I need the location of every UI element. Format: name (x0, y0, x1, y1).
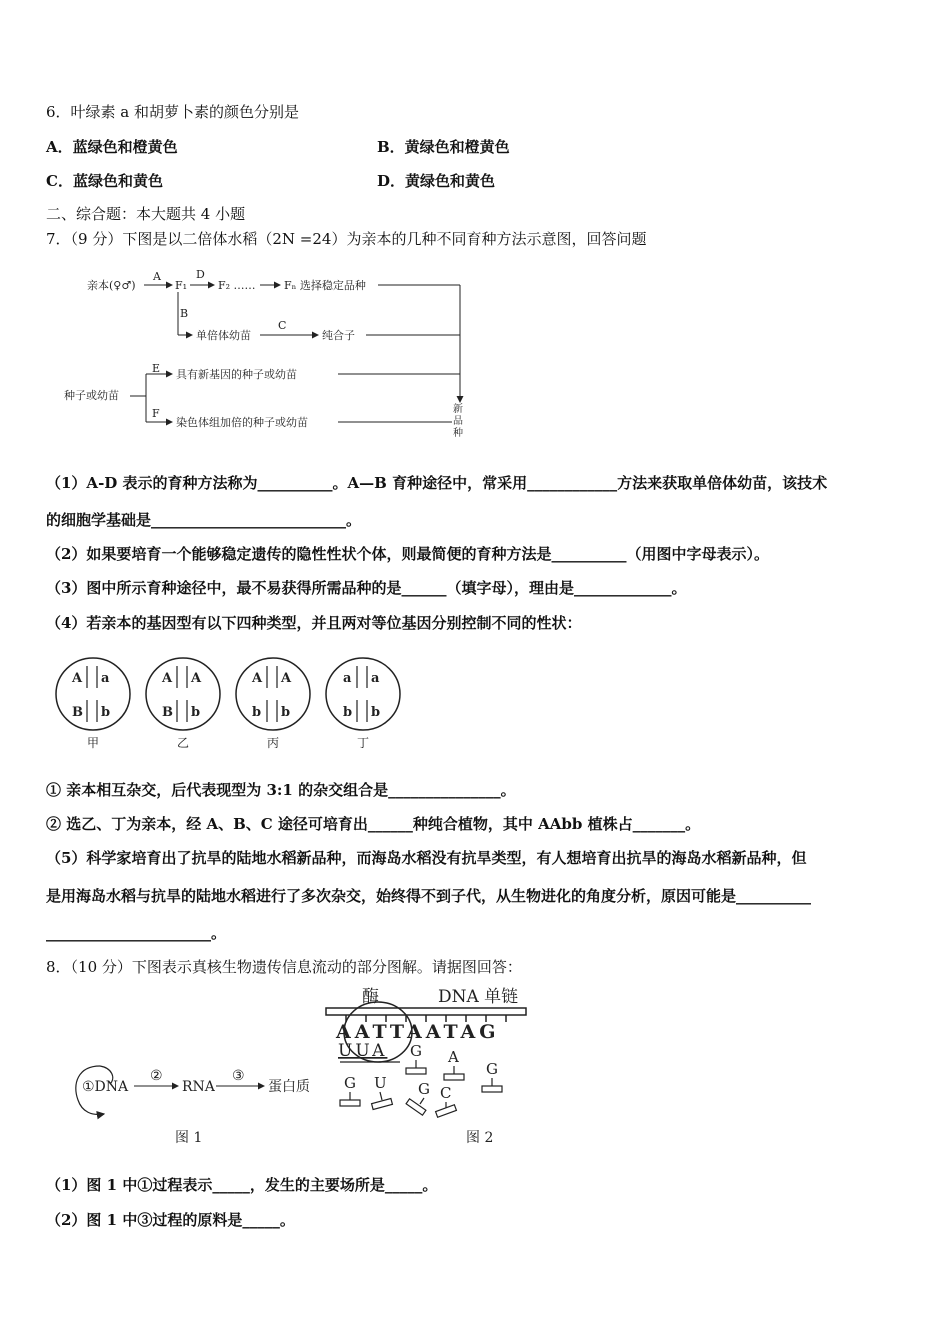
section-title: 二、综合题：本大题共 4 小题 (46, 205, 246, 223)
fig1-rna: RNA (182, 1079, 215, 1095)
fig2-strand: DNA 单链 (438, 987, 519, 1007)
fig2-free-g3: G (344, 1074, 356, 1092)
fig2-free-g4: G (418, 1080, 430, 1098)
cell-ding-bottom-right: b (371, 705, 381, 720)
q6-stem: 6．叶绿素 a 和胡萝卜素的颜色分别是 (46, 103, 300, 121)
fig1-caption: 图 1 (175, 1130, 203, 1146)
cell-ding-top-right: a (371, 671, 380, 686)
cell-jia-top-left: A (72, 671, 83, 686)
diagram-haploid: 单倍体幼苗 (196, 329, 251, 342)
cell-bing-name: 丙 (267, 736, 280, 750)
diagram-label-f: F (152, 407, 160, 420)
figure-2 (320, 980, 540, 1150)
cell-bing-bottom-right: b (281, 705, 291, 720)
fig2-paired: UUA (338, 1041, 388, 1061)
q7-stem: 7．（9 分）下图是以二倍体水稻（2N =24）为亲本的几种不同育种方法示意图，回答问题 (46, 230, 647, 248)
fig2-template: AATTAATAG (336, 1021, 500, 1043)
q8-part1: （1）图 1 中①过程表示_____，发生的主要场所是_____。 (46, 1176, 438, 1194)
cell-ding-name: 丁 (357, 736, 370, 750)
q7-part1-line2: 的细胞学基础是__________________________。 (46, 511, 362, 529)
fig2-free-a: A (448, 1048, 459, 1066)
diagram-label-d: D (196, 268, 205, 281)
fig1-protein: 蛋白质 (268, 1079, 310, 1095)
diagram-polyploid: 染色体组加倍的种子或幼苗 (176, 416, 308, 429)
diagram-new-3: 种 (453, 428, 463, 439)
diagram-label-e: E (152, 362, 161, 375)
cell-yi-top-left: A (162, 671, 173, 686)
fig1-dna: ①DNA (82, 1079, 129, 1095)
cell-jia-top-right: a (101, 671, 110, 686)
cell-yi-name: 乙 (177, 736, 190, 750)
q6-option-a: A．蓝绿色和橙黄色 (46, 138, 178, 156)
diagram-seeds: 种子或幼苗 (64, 389, 119, 402)
q7-part3: （3）图中所示育种途径中，最不易获得所需品种的是______（填字母），理由是_____________。 (46, 579, 687, 597)
cell-yi-bottom-right: b (191, 705, 201, 720)
diagram-f2: F₂ …… (218, 279, 256, 292)
q6-option-d: D．黄绿色和黄色 (377, 172, 496, 190)
diagram-new-2: 品 (453, 416, 463, 427)
q7-sub2: ② 选乙、丁为亲本，经 A、B、C 途径可培育出______种纯合植物，其中 AAbb 植株占_______。 (46, 815, 701, 833)
fig2-free-c: C (440, 1084, 452, 1102)
cell-jia-bottom-left: B (72, 705, 83, 720)
q7-part5-line3: ______________________。 (46, 924, 227, 942)
genotype-cells (50, 652, 430, 752)
diagram-label-c: C (278, 319, 287, 332)
q7-part5-line1: （5）科学家培育出了抗旱的陆地水稻新品种，而海岛水稻没有抗旱类型，有人想培育出抗旱的海岛水稻新品种，但 (46, 849, 807, 867)
q7-sub1: ① 亲本相互杂交，后代表现型为 3:1 的杂交组合是_______________。 (46, 781, 516, 799)
cell-yi-bottom-left: B (162, 705, 173, 720)
q8-part2: （2）图 1 中③过程的原料是_____。 (46, 1211, 295, 1229)
cell-yi-top-right: A (191, 671, 202, 686)
fig2-free-g1: G (410, 1042, 422, 1060)
figure-1 (70, 1060, 330, 1150)
q7-part2: （2）如果要培育一个能够稳定遗传的隐性性状个体，则最简便的育种方法是__________（用图中字母表示）。 (46, 545, 769, 563)
q6-option-c: C．蓝绿色和黄色 (46, 172, 163, 190)
diagram-new-gene: 具有新基因的种子或幼苗 (176, 368, 297, 381)
diagram-label-b: B (180, 307, 189, 320)
cell-bing-bottom-left: b (252, 705, 262, 720)
fig2-free-u: U (374, 1074, 387, 1092)
fig2-enzyme: 酶 (362, 987, 379, 1007)
diagram-label-a: A (153, 270, 161, 283)
q8-stem: 8．（10 分）下图表示真核生物遗传信息流动的部分图解。请据图回答： (46, 958, 522, 976)
fig1-step2: ② (150, 1068, 163, 1084)
cell-jia-name: 甲 (87, 736, 100, 750)
cell-bing-top-left: A (252, 671, 263, 686)
cell-bing-top-right: A (281, 671, 292, 686)
fig2-free-g2: G (486, 1060, 498, 1078)
fig1-step3: ③ (232, 1068, 245, 1084)
diagram-f1: F₁ (175, 279, 188, 292)
diagram-new-1: 新 (453, 404, 463, 415)
cell-ding-bottom-left: b (343, 705, 353, 720)
q7-part1-line1: （1）A-D 表示的育种方法称为__________。A—B 育种途径中，常采用____________方法来获取单倍体幼苗，该技术 (46, 474, 828, 492)
cell-jia-bottom-right: b (101, 705, 111, 720)
q6-option-b: B．黄绿色和橙黄色 (377, 138, 510, 156)
diagram-fn: Fₙ 选择稳定品种 (284, 279, 366, 292)
cell-ding-top-left: a (343, 671, 352, 686)
q7-part4: （4）若亲本的基因型有以下四种类型，并且两对等位基因分别控制不同的性状： (46, 614, 582, 632)
diagram-parent: 亲本(♀♂) (87, 279, 136, 292)
q7-part5-line2: 是用海岛水稻与抗旱的陆地水稻进行了多次杂交，始终得不到子代，从生物进化的角度分析，原因可能是__________ (46, 887, 812, 905)
breeding-diagram (60, 262, 480, 442)
fig2-caption: 图 2 (466, 1130, 494, 1146)
diagram-pure: 纯合子 (322, 329, 355, 342)
